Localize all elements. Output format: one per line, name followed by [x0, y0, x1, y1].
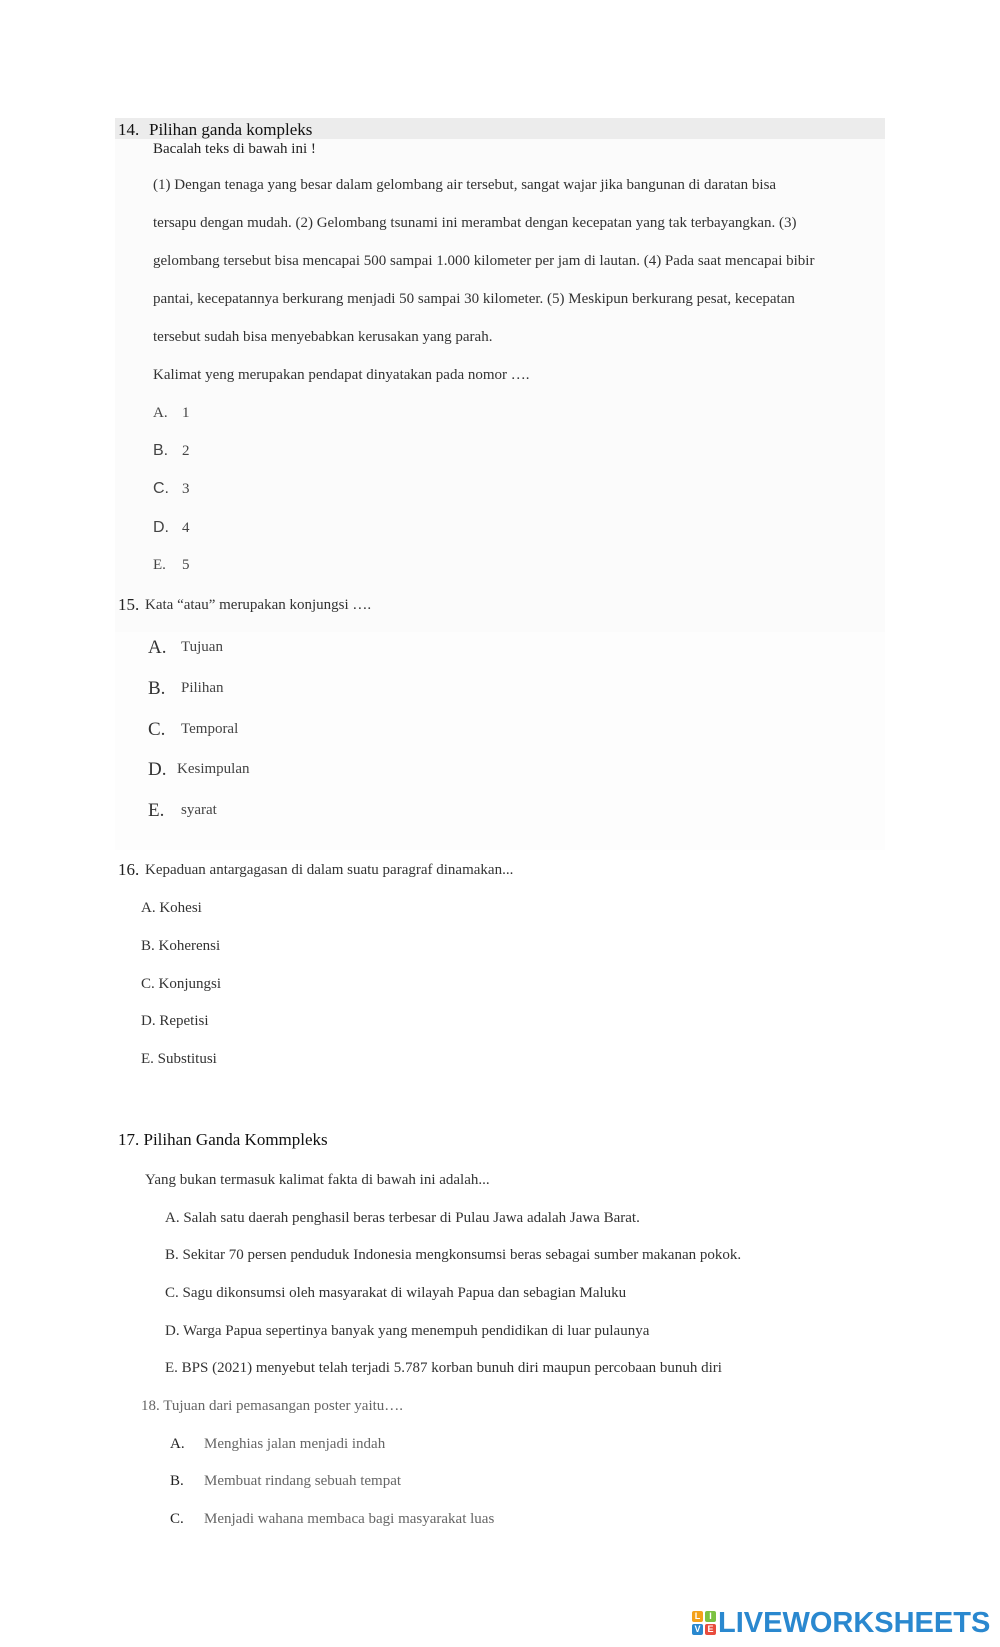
q17-option-b[interactable]: B. Sekitar 70 persen penduduk Indonesia mengkonsumsi beras sebagai sumber makanan pokok.	[165, 1247, 742, 1263]
option-text: Menghias jalan menjadi indah	[204, 1436, 386, 1452]
q14-title: Pilihan ganda kompleks	[149, 120, 313, 139]
q14-number: 14.	[118, 120, 140, 139]
q14-paragraph-line: tersebut sudah bisa menyebabkan kerusakan yang parah.	[153, 329, 493, 345]
option-text: syarat	[181, 802, 217, 818]
q15-number: 15.	[118, 595, 140, 614]
question-15-band	[115, 632, 885, 850]
option-text: 5	[182, 557, 190, 573]
q14-paragraph-line: (1) Dengan tenaga yang besar dalam gelombang air tersebut, sangat wajar jika bangunan di daratan bisa	[153, 177, 777, 193]
option-letter: E.	[153, 557, 166, 573]
logo-cell: L	[692, 1611, 703, 1622]
option-letter: A.	[148, 637, 167, 658]
q14-paragraph-line: tersapu dengan mudah. (2) Gelombang tsunami ini merambat dengan kecepatan yang tak terbayangkan. (3)	[153, 215, 797, 231]
option-text: 1	[182, 405, 190, 421]
option-text: 2	[182, 443, 190, 459]
option-text: Pilihan	[181, 680, 224, 696]
logo-cell: I	[705, 1611, 716, 1622]
liveworksheets-logo[interactable]	[692, 1608, 990, 1638]
logo-cell: E	[705, 1624, 716, 1635]
q15-question: Kata “atau” merupakan konjungsi ….	[145, 597, 372, 613]
q17-option-c[interactable]: C. Sagu dikonsumsi oleh masyarakat di wilayah Papua dan sebagian Maluku	[165, 1285, 627, 1301]
option-letter: C.	[170, 1511, 184, 1527]
q17-option-e[interactable]: E. BPS (2021) menyebut telah terjadi 5.787 korban bunuh diri maupun percobaan bunuh diri	[165, 1360, 722, 1376]
q16-option-b[interactable]: B. Koherensi	[141, 938, 221, 954]
q18-question: 18. Tujuan dari pemasangan poster yaitu….	[141, 1398, 404, 1414]
q16-question: Kepaduan antargagasan di dalam suatu paragraf dinamakan...	[145, 862, 514, 878]
option-letter: B.	[170, 1473, 184, 1489]
option-text: Kesimpulan	[177, 761, 250, 777]
q16-option-c[interactable]: C. Konjungsi	[141, 976, 222, 992]
option-letter: E.	[148, 800, 165, 821]
q17-title: 17. Pilihan Ganda Kommpleks	[118, 1130, 328, 1149]
q16-option-e[interactable]: E. Substitusi	[141, 1051, 217, 1067]
q17-option-a[interactable]: A. Salah satu daerah penghasil beras terbesar di Pulau Jawa adalah Jawa Barat.	[165, 1210, 640, 1226]
option-text: Tujuan	[181, 639, 223, 655]
option-letter: A.	[153, 405, 168, 421]
q16-option-d[interactable]: D. Repetisi	[141, 1013, 209, 1029]
logo-cell: V	[692, 1624, 703, 1635]
q16-option-a[interactable]: A. Kohesi	[141, 900, 202, 916]
q14-instruction: Bacalah teks di bawah ini !	[153, 141, 316, 157]
q14-question: Kalimat yeng merupakan pendapat dinyatakan pada nomor ….	[153, 367, 530, 383]
option-letter: C.	[148, 719, 166, 740]
q14-paragraph-line: gelombang tersebut bisa mencapai 500 sampai 1.000 kilometer per jam di lautan. (4) Pada saat mencapai bibir	[153, 253, 815, 269]
option-letter: D.	[153, 519, 169, 536]
logo-grid-icon	[692, 1611, 716, 1635]
option-text: 3	[182, 481, 190, 497]
q14-paragraph-line: pantai, kecepatannya berkurang menjadi 50 sampai 30 kilometer. (5) Meskipun berkurang pesat, kecepatan	[153, 291, 795, 307]
option-text: Temporal	[181, 721, 239, 737]
option-letter: D.	[148, 759, 167, 780]
option-text: 4	[182, 520, 190, 536]
option-letter: B.	[153, 442, 169, 459]
q16-number: 16.	[118, 860, 140, 879]
option-letter: A.	[170, 1436, 185, 1452]
question-14-body-band	[115, 139, 885, 632]
logo-wordmark: LIVEWORKSHEETS	[718, 1606, 991, 1639]
q17-question: Yang bukan termasuk kalimat fakta di bawah ini adalah...	[145, 1172, 490, 1188]
option-text: Menjadi wahana membaca bagi masyarakat luas	[204, 1511, 495, 1527]
option-letter: C.	[153, 480, 169, 497]
option-text: Membuat rindang sebuah tempat	[204, 1473, 402, 1489]
q17-option-d[interactable]: D. Warga Papua sepertinya banyak yang menempuh pendidikan di luar pulaunya	[165, 1323, 650, 1339]
option-letter: B.	[148, 678, 166, 699]
